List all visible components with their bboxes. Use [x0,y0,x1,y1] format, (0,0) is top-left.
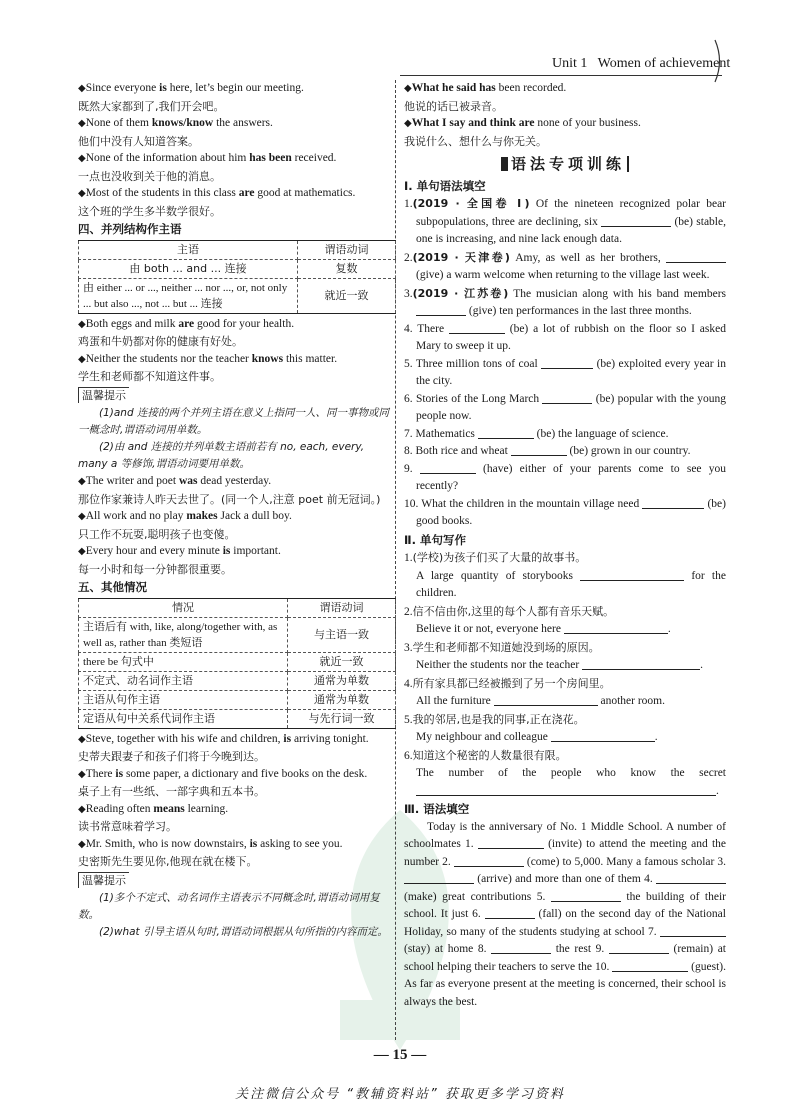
diamond-bullet-icon: ◆ [78,803,86,815]
title-bar-icon [627,156,629,172]
diamond-bullet-icon: ◆ [78,153,86,164]
header-bracket-icon [712,38,726,84]
example-1: ◆Since everyone is here, let’s begin our meeting. 既然大家都到了,我们开会吧。 [78,82,304,113]
answer-blank[interactable] [541,356,593,369]
answer-blank[interactable] [511,443,567,456]
answer-blank[interactable] [494,693,598,706]
diamond-bullet-icon: ◆ [404,118,412,129]
diamond-bullet-icon: ◆ [78,83,86,94]
answer-blank[interactable] [609,941,669,954]
part-1-questions [404,195,726,531]
answer-blank[interactable] [642,496,704,509]
tip-label: 温馨提示 [78,387,129,403]
question-8: 8. Both rice and wheat (be) grown in our country. [404,445,691,457]
footer-note: 关注微信公众号 “教辅资料站” 获取更多学习资料 [235,1087,565,1102]
diamond-bullet-icon: ◆ [78,768,86,780]
question-7: 7. Mathematics (be) the language of science. [404,427,669,440]
answer-blank[interactable] [656,871,726,884]
part-1-title: Ⅰ. 单句语法填空 [404,178,486,193]
table-row: there be 句式中 就近一致 [79,652,396,671]
answer-blank[interactable] [478,426,534,439]
diamond-bullet-icon: ◆ [78,511,86,522]
table-row: 定语从句中关系代词作主语 与先行词一致 [79,709,396,728]
example-6: ◆Neither the students nor the teacher knows this matter. 学生和老师都不知道这件事。 [78,352,338,383]
answer-blank[interactable] [478,836,544,849]
example-7: ◆The writer and poet was dead yesterday. 那位作家兼诗人昨天去世了。(同一个人,注意 poet 前无冠词。) [78,475,381,506]
section-title-4: 四、并列结构作主语 [78,222,182,236]
tip-text: (2)由 and 连接的并列单数主语前若有 no, each, every, many a 等修饰,谓语动词要用单数。 [78,441,365,470]
table-header-row: 情况 谓语动词 [79,598,396,617]
writing-2: 2.信不信由你,这里的每个人都有音乐天赋。 Believe it or not, everyone here . [404,604,671,635]
section-title-5: 五、其他情况 [78,580,147,594]
page-number: — 15 — [373,1047,427,1063]
example-8: ◆All work and no play makes Jack a dull boy. 只工作不玩耍,聪明孩子也变傻。 [78,510,292,541]
answer-blank[interactable] [485,906,535,919]
left-examples-bottom [78,731,396,871]
answer-blank[interactable] [564,621,668,634]
answer-blank[interactable] [601,214,671,227]
cloze-passage: Today is the anniversary of No. 1 Middle School. A number of schoolmates 1. (invite) to attend the meeting and the number 2. (come) to 5,000. Many a famous scholar 3. (arrive) and more than one of them 4. (make) great contributions 5. the building of their school. It just 6. (fall) on the second day of the National Holiday, so many of the students studying at school 7. (stay) at home 8. the rest 9. (remain) at school helping their teachers to serve the 10. (guest). As far as everyone present at the meeting is concerned, their school is always the best. [404,820,726,1008]
diamond-bullet-icon: ◆ [404,83,412,94]
table-row: 主语后有 with, like, along/together with, as well as, rather than 类短语 与主语一致 [79,617,396,652]
right-column [404,80,726,1011]
diamond-bullet-icon: ◆ [78,546,86,557]
question-1: 1.(2019 · 全国卷 Ⅰ) Of the nineteen recognized polar bear subpopulations, three are declining, six (be) stable, one is increasing, and nine lack enough data. [404,197,727,245]
example-4: ◆Most of the students in this class are good at mathematics. 这个班的学生多半数学很好。 [78,187,356,218]
answer-blank[interactable] [404,871,474,884]
left-column [78,80,396,941]
other-cases-table [78,598,396,729]
answer-blank[interactable] [416,783,716,796]
table-row: 不定式、动名词作主语 通常为单数 [79,671,396,690]
answer-blank[interactable] [551,729,655,742]
example-11: ◆There is some paper, a dictionary and five books on the desk. 桌子上有一些纸、一部字典和五本书。 [78,767,368,798]
answer-blank[interactable] [542,391,592,404]
tip-label: 温馨提示 [78,872,129,888]
diamond-bullet-icon: ◆ [78,318,86,330]
unit-label: Unit 1 [552,56,588,71]
tip-text: (1)and 连接的两个并列主语在意义上指同一人、同一事物或同一概念时,谓语动词用单数。 [78,407,389,436]
left-examples-mid [78,316,396,386]
part-3-title: Ⅲ. 语法填空 [404,802,470,816]
table-row: 主语从句作主语 通常为单数 [79,690,396,709]
left-examples-top [78,80,396,220]
example-10: ◆Steve, together with his wife and children, is arriving tonight. 史蒂夫跟妻子和孩子们将于今晚到达。 [78,732,369,763]
coordinate-subject-table [78,240,396,314]
answer-blank[interactable] [416,303,466,316]
table-header-row: 主语 谓语动词 [79,240,396,259]
left-examples-mid2 [78,473,396,578]
diamond-bullet-icon: ◆ [78,353,86,365]
example-9: ◆Every hour and every minute is important. 每一小时和每一分钟都很重要。 [78,545,281,576]
table-row: 由 either ... or ..., neither ... nor ..., or, not only ... but also ..., not ... but ... 连接 就近一致 [79,278,396,313]
answer-blank[interactable] [551,889,621,902]
writing-3: 3.学生和老师都不知道她没到场的原因。 Neither the students nor the teacher . [404,640,703,671]
tip-text: (1)多个不定式、动名词作主语表示不同概念时,谓语动词用复数。 [78,892,380,921]
header-rule [400,75,722,76]
writing-5: 5.我的邻居,也是我的同事,正在浇花。 My neighbour and colleague . [404,712,658,743]
example-5: ◆Both eggs and milk are good for your health. 鸡蛋和牛奶都对你的健康有好处。 [78,317,295,348]
answer-blank[interactable] [420,461,476,474]
question-5: 5. Three million tons of coal (be) exploited every year in the city. [404,357,726,387]
question-2: 2.(2019 · 天津卷) Amy, as well as her brothers, (give) a warm welcome when returning to the village last week. [404,249,726,285]
example-2: ◆None of them knows/know the answers. 他们中没有人知道答案。 [78,117,273,148]
answer-blank[interactable] [666,250,726,263]
drill-title: 语法专项训练 [404,156,726,174]
example-12: ◆Reading often means learning. 读书常意味着学习。 [78,802,229,833]
answer-blank[interactable] [582,657,700,670]
example-14: ◆What he said has been recorded. 他说的话已被录音。 [404,82,567,113]
diamond-bullet-icon: ◆ [78,733,86,745]
example-13: ◆Mr. Smith, who is now downstairs, is asking to see you. 史密斯先生要见你,他现在就在楼下。 [78,837,343,868]
diamond-bullet-icon: ◆ [78,188,86,199]
writing-6: 6.知道这个秘密的人数量很有限。 The number of the people who know the secret . [404,748,726,797]
part-2-questions [404,549,726,800]
question-4: 4. There (be) a lot of rubbish on the floor so I asked Mary to sweep it up. [404,322,726,352]
question-6: 6. Stories of the Long March (be) popular with the young people now. [404,392,726,422]
answer-blank[interactable] [612,959,688,972]
writing-1: 1.(学校)为孩子们买了大量的故事书。 A large quantity of storybooks for the children. [404,551,726,599]
unit-title: Women of achievement [597,56,731,71]
answer-blank[interactable] [660,924,726,937]
writing-4: 4.所有家具都已经被搬到了另一个房间里。 All the furniture another room. [404,676,665,707]
example-15: ◆What I say and think are none of your business. 我说什么、想什么与你无关。 [404,117,641,148]
diamond-bullet-icon: ◆ [78,838,86,850]
diamond-bullet-icon: ◆ [78,118,86,129]
title-marker-icon [501,157,508,171]
diamond-bullet-icon: ◆ [78,476,86,487]
answer-blank[interactable] [580,568,684,581]
answer-blank[interactable] [491,941,551,954]
question-3: 3.(2019 · 江苏卷) The musician along with his band members (give) ten performances in the last three months. [404,286,726,317]
question-10: 10. What the children in the mountain village need (be) good books. [404,497,726,527]
question-9: 9. (have) either of your parents come to see you recently? [404,462,726,492]
answer-blank[interactable] [454,854,524,867]
page-header [552,52,732,76]
table-row: 由 both ... and ... 连接 复数 [79,259,396,278]
part-2-title: Ⅱ. 单句写作 [404,532,466,547]
answer-blank[interactable] [449,321,505,334]
tip-text: (2)what 引导主语从句时,谓语动词根据从句所指的内容而定。 [99,926,388,938]
example-3: ◆None of the information about him has been received. 一点也没收到关于他的消息。 [78,152,337,183]
